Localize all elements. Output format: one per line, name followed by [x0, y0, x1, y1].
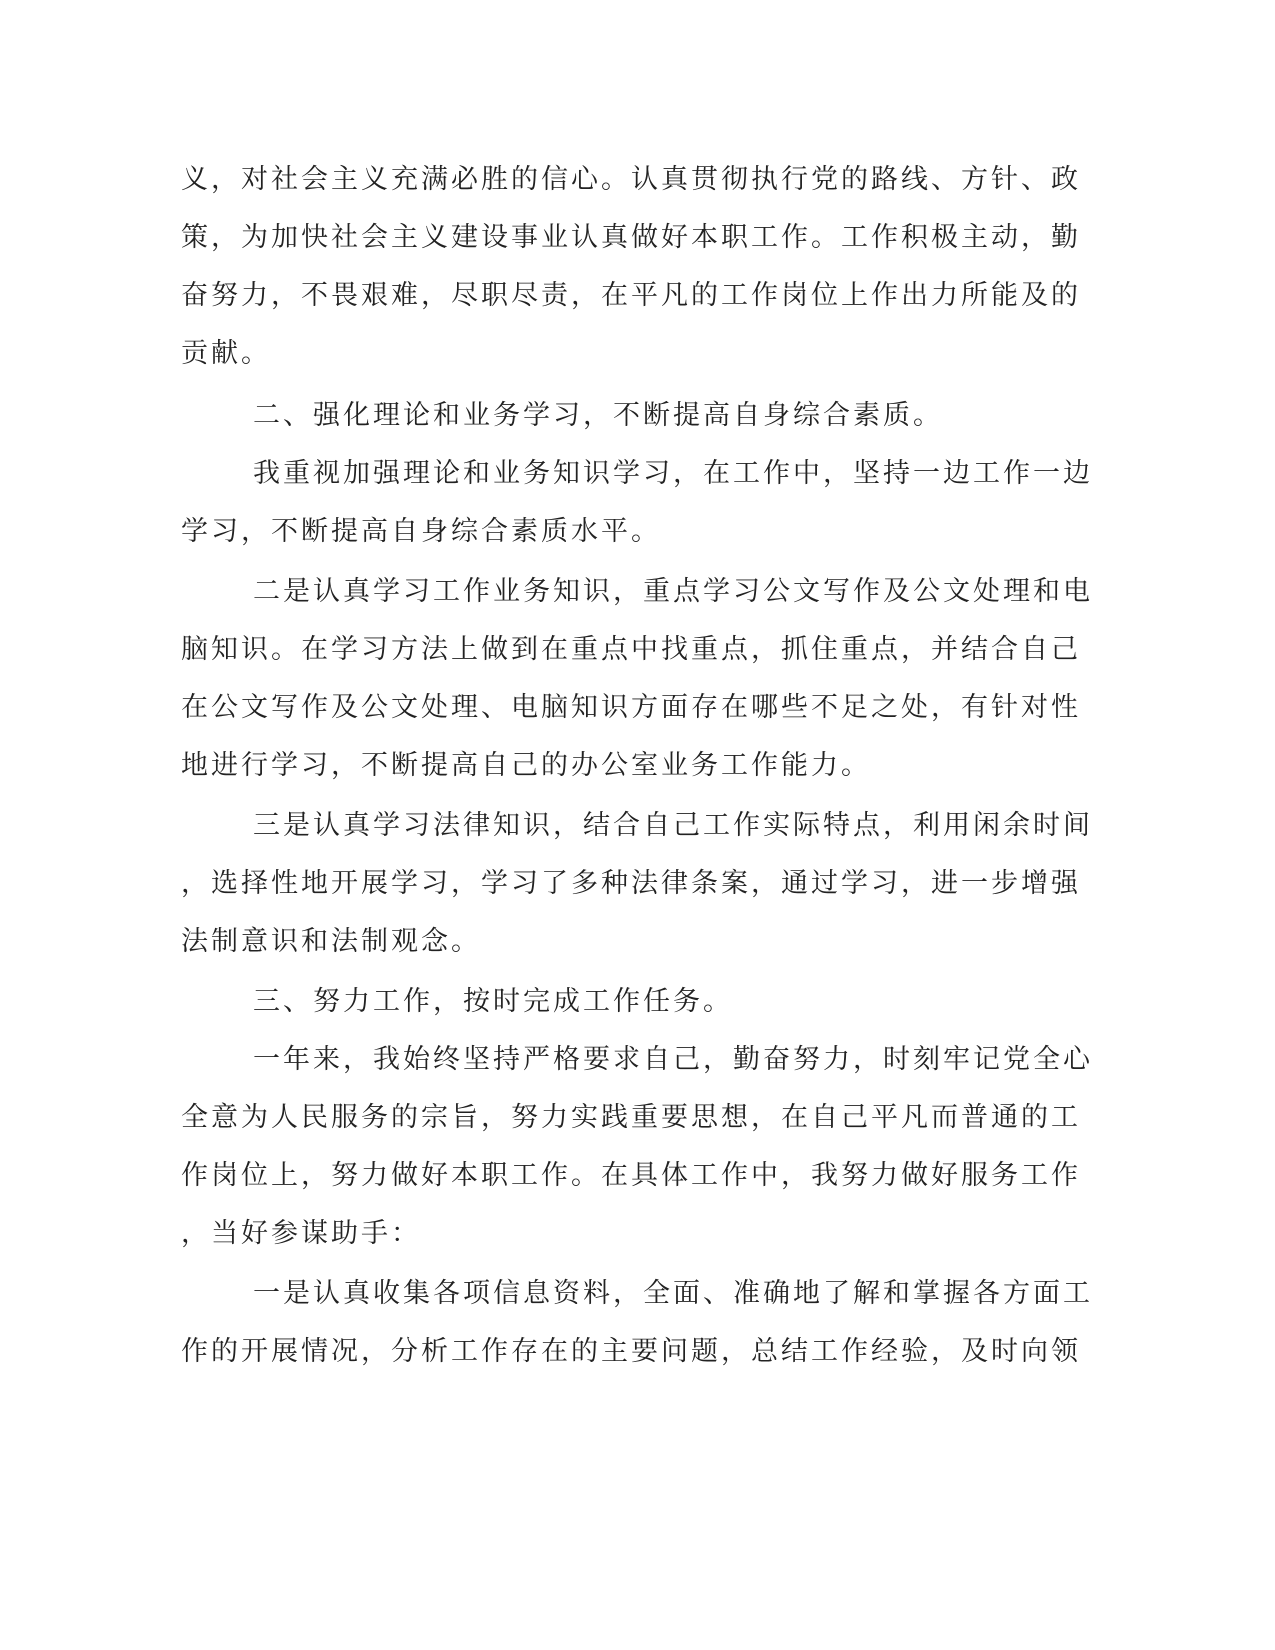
text-line: 作的开展情况，分析工作存在的主要问题，总结工作经验，及时向领 [181, 1336, 1081, 1367]
text-line: 作岗位上，努力做好本职工作。在具体工作中，我努力做好服务工作 [181, 1160, 1081, 1191]
text-line: 三是认真学习法律知识，结合自己工作实际特点，利用闲余时间 [253, 810, 1093, 841]
text-line: 学习，不断提高自身综合素质水平。 [181, 516, 661, 547]
text-line: 脑知识。在学习方法上做到在重点中找重点，抓住重点，并结合自己 [181, 634, 1081, 665]
text-line: ，当好参谋助手： [181, 1218, 421, 1249]
text-line: 全意为人民服务的宗旨，努力实践重要思想，在自己平凡而普通的工 [181, 1102, 1081, 1133]
text-line: 法制意识和法制观念。 [181, 926, 481, 957]
text-line: 一是认真收集各项信息资料，全面、准确地了解和掌握各方面工 [253, 1278, 1093, 1309]
section-heading: 二、强化理论和业务学习，不断提高自身综合素质。 [253, 400, 943, 431]
text-line: 策，为加快社会主义建设事业认真做好本职工作。工作积极主动，勤 [181, 222, 1081, 253]
text-line: 奋努力，不畏艰难，尽职尽责，在平凡的工作岗位上作出力所能及的 [181, 280, 1081, 311]
text-line: 一年来，我始终坚持严格要求自己，勤奋努力，时刻牢记党全心 [253, 1044, 1093, 1075]
text-line: 我重视加强理论和业务知识学习，在工作中，坚持一边工作一边 [253, 458, 1093, 489]
text-line: ，选择性地开展学习，学习了多种法律条案，通过学习，进一步增强 [181, 868, 1081, 899]
text-line: 二是认真学习工作业务知识，重点学习公文写作及公文处理和电 [253, 576, 1093, 607]
text-line: 在公文写作及公文处理、电脑知识方面存在哪些不足之处，有针对性 [181, 692, 1081, 723]
section-heading: 三、努力工作，按时完成工作任务。 [253, 986, 733, 1017]
text-line: 地进行学习，不断提高自己的办公室业务工作能力。 [181, 750, 871, 781]
text-line: 义，对社会主义充满必胜的信心。认真贯彻执行党的路线、方针、政 [181, 164, 1081, 195]
text-line: 贡献。 [181, 338, 271, 369]
